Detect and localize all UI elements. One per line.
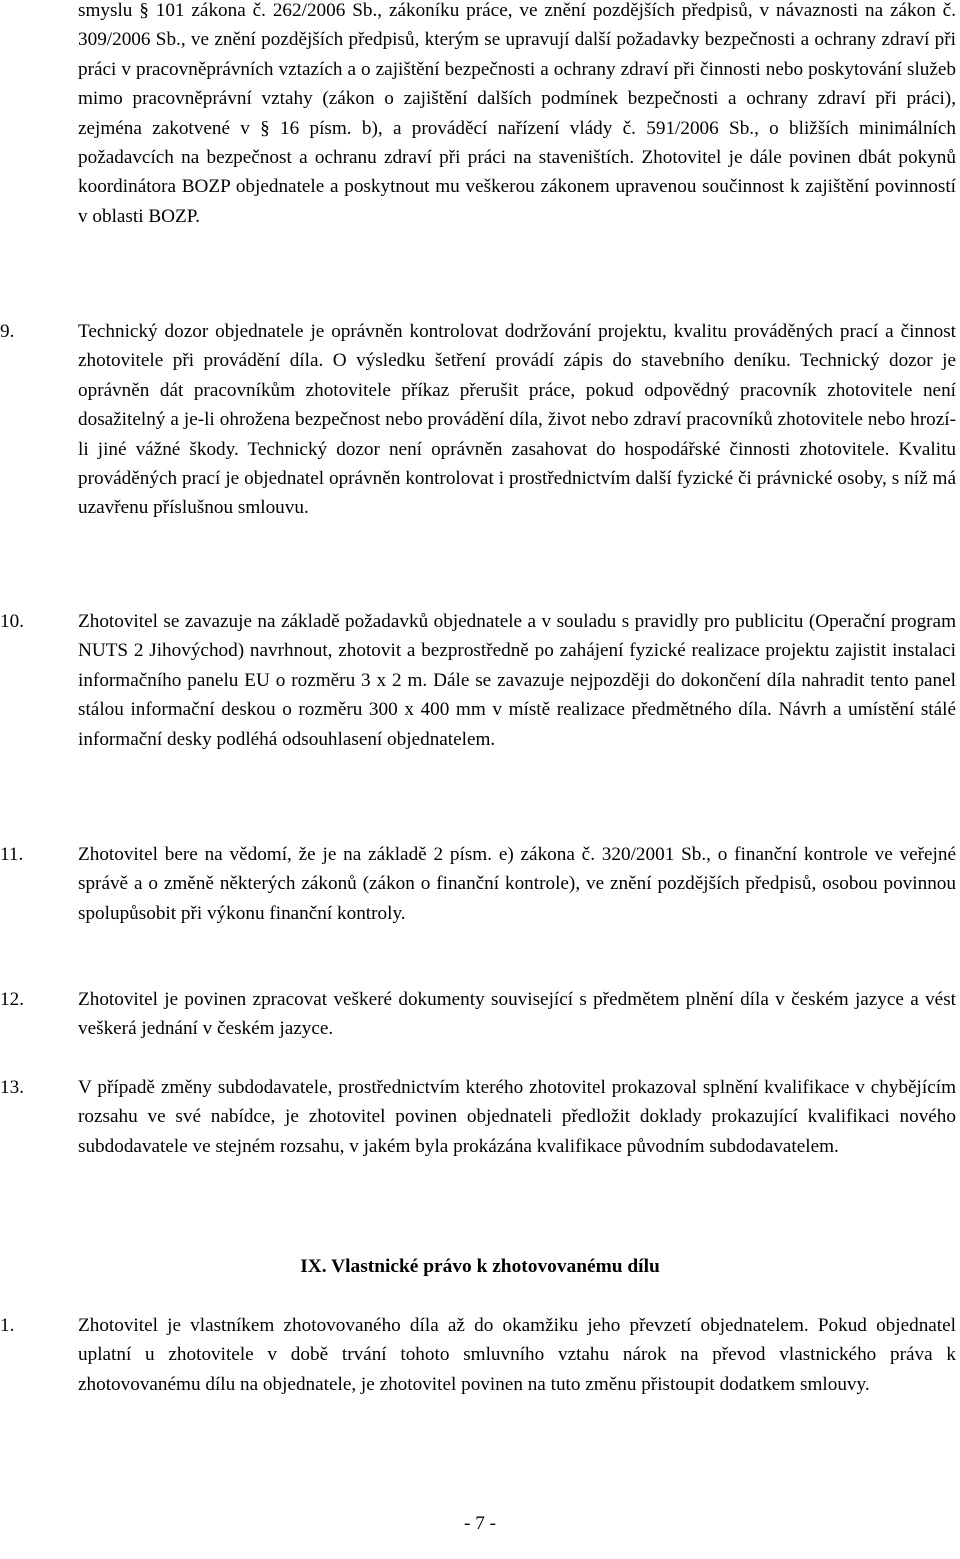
- clause-number: 12.: [0, 989, 24, 1010]
- clause-12: [0, 985, 956, 1044]
- page-number: - 7 -: [464, 1513, 496, 1534]
- section-clause-1: [0, 1311, 956, 1399]
- clause-number: 13.: [0, 1077, 24, 1098]
- clause-number: 9.: [0, 321, 15, 342]
- clause-10: [0, 607, 956, 754]
- section-heading: IX. Vlastnické právo k zhotovovanému dílu: [300, 1256, 660, 1277]
- clause-text: Zhotovitel je povinen zpracovat veškeré dokumenty související s předmětem plnění díla v českém jazyce a vést veškerá jednání v českém jazyce.: [78, 989, 956, 1040]
- clause-13: [0, 1073, 956, 1161]
- clause-number: 1.: [0, 1315, 15, 1336]
- clause-text: Technický dozor objednatele je oprávněn kontrolovat dodržování projektu, kvalitu prováděných prací a činnost zhotovitele při provádění díla. O výsledku šetření provádí zápis do stavebního deníku. Technický dozor je oprávněn dát pracovníkům zhotovitele příkaz přerušit práce, pokud odpovědný pracovník zhotovitele není dosažitelný a je-li ohrožena bezpečnost nebo provádění díla, život nebo zdraví pracovníků zhotovitele nebo hrozí-li jiné vážné škody. Technický dozor není oprávněn zasahovat do hospodářské činnosti zhotovitele. Kvalitu prováděných prací je objednatel oprávněn kontrolovat i prostřednictvím další fyzické či právnické osoby, s níž má uzavřenu příslušnou smlouvu.: [78, 321, 956, 519]
- clause-text: Zhotovitel je vlastníkem zhotovovaného díla až do okamžiku jeho převzetí objednatelem. Pokud objednatel uplatní u zhotovitele v době trvání tohoto smluvního vztahu nárok na převod vlastnického práva k zhotovovanému dílu na objednatele, je zhotovitel povinen na tuto změnu přistoupit dodatkem smlouvy.: [78, 1315, 956, 1395]
- clause-number: 10.: [0, 611, 24, 632]
- clause-9: [0, 317, 956, 523]
- clause-number: 11.: [0, 844, 24, 865]
- clause-text: Zhotovitel bere na vědomí, že je na základě 2 písm. e) zákona č. 320/2001 Sb., o finanční kontrole ve veřejné správě a o změně některých zákonů (zákon o finanční kontrole), ve znění pozdějších předpisů, osobou povinnou spolupůsobit při výkonu finanční kontroly.: [78, 844, 956, 924]
- clause-text: Zhotovitel se zavazuje na základě požadavků objednatele a v souladu s pravidly pro publicitu (Operační program NUTS 2 Jihovýchod) navrhnout, zhotovit a bezprostředně po zahájení fyzické realizace projektu zajistit instalaci informačního panelu EU o rozměru 3 x 2 m. Dále se zavazuje nejpozději do dokončení díla nahradit tento panel stálou informační deskou o rozměru 300 x 400 mm v místě realizace předmětného díla. Návrh a umístění stálé informační desky podléhá odsouhlasení objednatelem.: [78, 611, 956, 750]
- continuation-paragraph: [0, 0, 956, 231]
- clause-11: [0, 840, 956, 928]
- clause-text: V případě změny subdodavatele, prostřednictvím kterého zhotovitel prokazoval splnění kvalifikace v chybějícím rozsahu ve své nabídce, je zhotovitel povinen objednateli předložit doklady prokazující kvalifikaci nového subdodavatele ve stejném rozsahu, v jakém byla prokázána kvalifikace původním subdodavatelem.: [78, 1077, 956, 1157]
- paragraph-text: smyslu § 101 zákona č. 262/2006 Sb., zákoníku práce, ve znění pozdějších předpisů, v návaznosti na zákon č. 309/2006 Sb., ve znění pozdějších předpisů, kterým se upravují další požadavky bezpečnosti a ochrany zdraví při práci v pracovněprávních vztazích a o zajištění bezpečnosti a ochrany zdraví při činnosti nebo poskytování služeb mimo pracovněprávní vztahy (zákon o zajištění dalších podmínek bezpečnosti a ochrany zdraví při práci), zejména zakotvené v § 16 písm. b), a prováděcí nařízení vlády č. 591/2006 Sb., o bližších minimálních požadavcích na bezpečnost a ochranu zdraví při práci na staveništích. Zhotovitel je dále povinen dbát pokynů koordinátora BOZP objednatele a poskytnout mu veškerou zákonem upravenou součinnost k zajištění povinností v oblasti BOZP.: [78, 0, 956, 227]
